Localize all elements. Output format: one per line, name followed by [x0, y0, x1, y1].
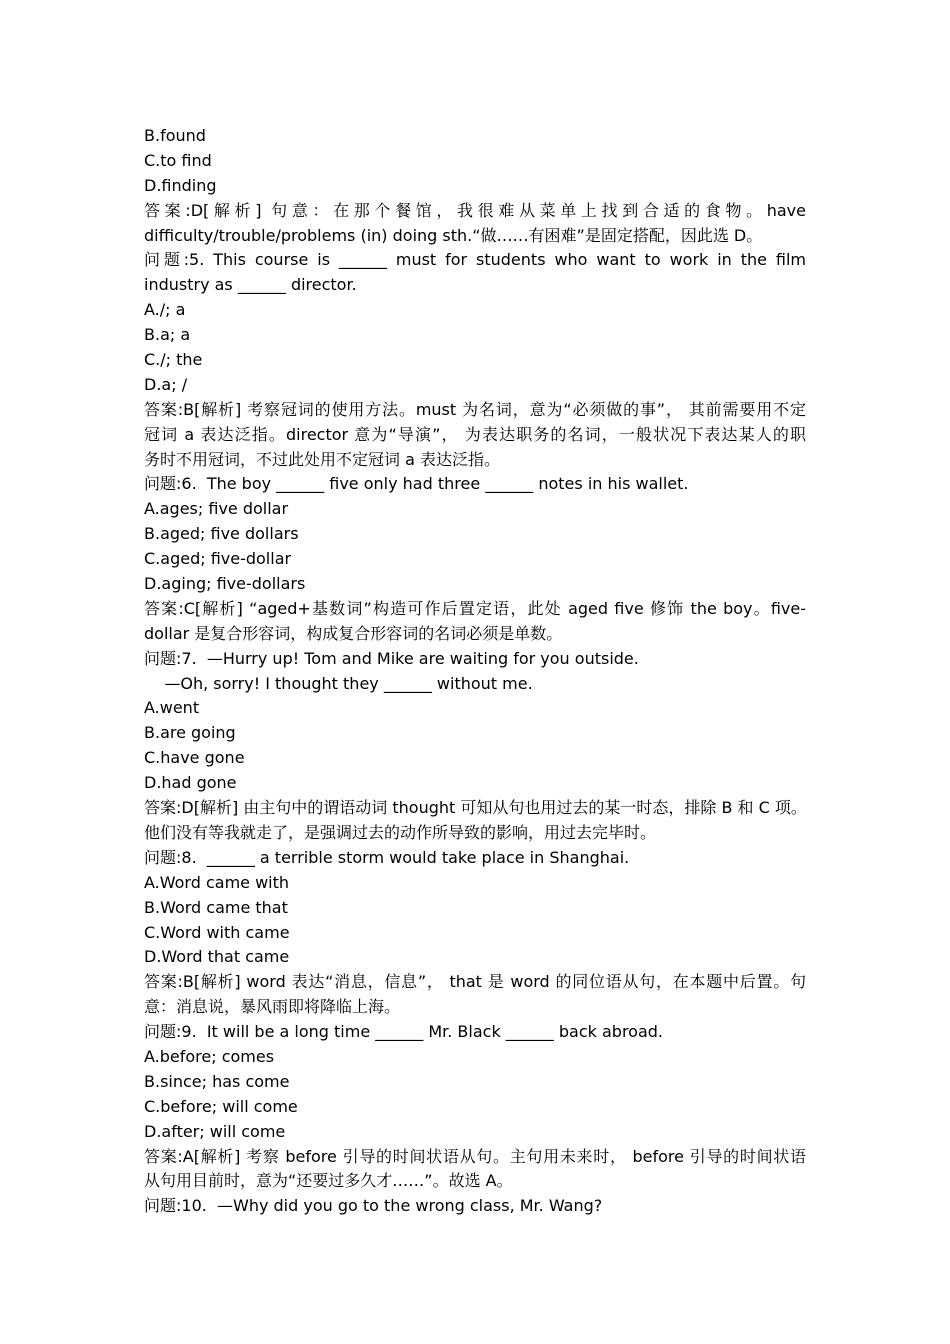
text-line: industry as ______ director.: [144, 275, 357, 295]
text-line: D.aging; five-dollars: [144, 574, 306, 594]
text-line: D.after; will come: [144, 1121, 286, 1141]
text-line: A.Word came with: [144, 872, 290, 892]
text-line: 意：消息说，暴风雨即将降临上海。: [144, 997, 401, 1017]
text-line: 答案:A[解析] 考察 before 引导的时间状语从句。主句用未来时， before 引导的时间状语: [144, 1146, 806, 1166]
text-line: D.had gone: [144, 773, 237, 793]
text-line: D.Word that came: [144, 947, 290, 967]
text-line: C.have gone: [144, 748, 245, 768]
text-line: 答案:B[解析] word 表达“消息，信息”， that 是 word 的同位语从句，在本题中后置。句: [144, 972, 806, 992]
text-line: 务时不用冠词，不过此处用不定冠词 a 表达泛指。: [144, 449, 500, 469]
text-line: C.before; will come: [144, 1096, 298, 1116]
text-line: B.since; has come: [144, 1071, 290, 1091]
document-body: [144, 124, 806, 1219]
text-line: B.aged; five dollars: [144, 524, 299, 544]
text-line: 答案:C[解析] “aged+基数词”构造可作后置定语，此处 aged five 修饰 the boy。five-: [144, 598, 806, 618]
text-line: 答案:D[解析] 由主句中的谓语动词 thought 可知从句也用过去的某一时态，排除 B 和 C 项。: [144, 798, 807, 818]
text-line: C./; the: [144, 350, 203, 370]
text-line: 答案:B[解析] 考察冠词的使用方法。must 为名词，意为“必须做的事”， 其前需要用不定: [144, 399, 806, 419]
text-line: B.Word came that: [144, 897, 288, 917]
text-line: —Oh, sorry! I thought they ______ without me.: [144, 673, 533, 693]
text-line: 问题:9. It will be a long time ______ Mr. Black ______ back abroad.: [144, 1022, 664, 1042]
text-line: A.ages; five dollar: [144, 499, 289, 519]
text-line: 问题:10. —Why did you go to the wrong class, Mr. Wang?: [144, 1196, 603, 1216]
text-line: B.a; a: [144, 325, 191, 345]
text-line: dollar 是复合形容词，构成复合形容词的名词必须是单数。: [144, 623, 563, 643]
text-line: 问题:5. This course is ______ must for students who want to work in the film: [144, 250, 806, 270]
text-line: C.to find: [144, 150, 212, 170]
text-line: 他们没有等我就走了，是强调过去的动作所导致的影响，用过去完毕时。: [144, 822, 657, 842]
text-line: 问题:7. —Hurry up! Tom and Mike are waiting for you outside.: [144, 648, 639, 668]
text-line: A.went: [144, 698, 200, 718]
text-line: 冠词 a 表达泛指。director 意为“导演”， 为表达职务的名词，一般状况下表达某人的职: [144, 424, 806, 444]
text-line: D.finding: [144, 175, 217, 195]
text-line: D.a; /: [144, 374, 188, 394]
text-line: A./; a: [144, 300, 186, 320]
text-line: C.aged; five-dollar: [144, 549, 292, 569]
text-line: A.before; comes: [144, 1046, 275, 1066]
text-line: 从句用目前时，意为“还要过多久才……”。故选 A。: [144, 1171, 513, 1191]
text-line: 答案:D[解析] 句意：在那个餐馆，我很难从菜单上找到合适的食物。have: [144, 200, 806, 220]
text-line: C.Word with came: [144, 922, 290, 942]
text-line: 问题:6. The boy ______ five only had three ______ notes in his wallet.: [144, 474, 689, 494]
text-line: B.found: [144, 126, 206, 145]
text-line: 问题:8. ______ a terrible storm would take place in Shanghai.: [144, 847, 630, 867]
text-line: difficulty/trouble/problems (in) doing sth.“做……有困难”是固定搭配，因此选 D。: [144, 225, 763, 245]
text-line: B.are going: [144, 723, 236, 743]
